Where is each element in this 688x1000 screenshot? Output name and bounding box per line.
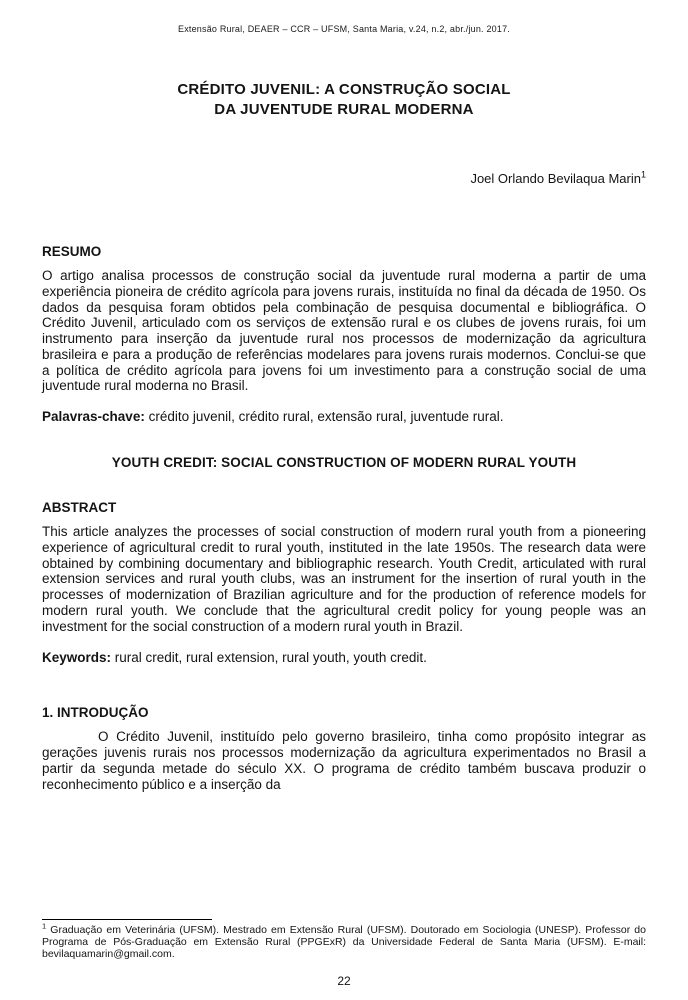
introduction-paragraph: O Crédito Juvenil, instituído pelo governo brasileiro, tinha como propósito integrar as gerações juvenis rurais nos processos modernização da agricultura experimentados no Brasil a partir da segunda metade do século XX. O programa de crédito também buscava produzir o reconhecimento público e a inserção da bbox=[42, 729, 646, 792]
paper-title-line1: CRÉDITO JUVENIL: A CONSTRUÇÃO SOCIAL bbox=[177, 81, 511, 98]
footnote-text: Graduação em Veterinária (UFSM). Mestrado em Extensão Rural (UFSM). Doutorado em Sociologia (UNESP). Professor do Programa de Pós-Graduação em Extensão Rural (PPGExR) da Universidade Federal de Santa Maria (UFSM). E-mail: bevilaquamarin@gmail.com. bbox=[42, 923, 646, 960]
keywords-text: rural credit, rural extension, rural youth, youth credit. bbox=[111, 649, 427, 665]
keywords-label: Keywords: bbox=[42, 649, 112, 665]
page-number: 22 bbox=[337, 974, 351, 988]
abstract-heading: ABSTRACT bbox=[42, 500, 117, 516]
author-line bbox=[42, 171, 646, 186]
footnote bbox=[42, 921, 646, 960]
abstract-paragraph: This article analyzes the processes of social construction of modern rural youth from a pioneering experience of agricultural credit to rural youth, instituted in the late 1950s. The research data were obtained by combining documentary and bibliographic research. Youth Credit, articulated with rural extension services and rural youth clubs, was an instrument for the insertion of rural youth in the processes of modernization of Brazilian agriculture and for the production of reference models for modern rural youth. We conclude that the agricultural credit policy for young people was an investment for the social construction of a modern rural youth in Brazil. bbox=[42, 524, 646, 634]
english-title: YOUTH CREDIT: SOCIAL CONSTRUCTION OF MODERN RURAL YOUTH bbox=[111, 455, 577, 471]
author-name: Joel Orlando Bevilaqua Marin bbox=[470, 171, 641, 186]
footnote-separator bbox=[42, 919, 212, 920]
resumo-heading: RESUMO bbox=[42, 244, 102, 259]
author-footnote-ref: 1 bbox=[640, 169, 646, 180]
footnote-ref: 1 bbox=[42, 921, 47, 931]
palavras-chave-text: crédito juvenil, crédito rural, extensão rural, juventude rural. bbox=[144, 409, 504, 425]
keywords-line bbox=[42, 650, 646, 666]
palavras-chave-line bbox=[42, 409, 646, 425]
journal-header: Extensão Rural, DEAER – CCR – UFSM, Santa Maria, v.24, n.2, abr./jun. 2017. bbox=[178, 24, 510, 34]
resumo-paragraph: O artigo analisa processos de construção social da juventude rural moderna a partir de uma experiência pioneira de crédito agrícola para jovens rurais, instituída no final da década de 1950. Os dados da pesquisa foram obtidos pela combinação de pesquisa documental e bibliográfica. O Crédito Juvenil, articulado com os serviços de extensão rural e os clubes de jovens rurais, foi um instrumento para inserção da juventude rural nos processos de modernização da agricultura brasileira e para a produção de referências modelares para jovens rurais modernos. Conclui-se que a política de crédito agrícola para jovens foi um investimento para a construção social de uma juventude rural moderna no Brasil. bbox=[42, 268, 646, 394]
footnote-area bbox=[42, 919, 646, 988]
paper-title-line2: DA JUVENTUDE RURAL MODERNA bbox=[214, 100, 474, 118]
paper-title bbox=[42, 80, 646, 119]
palavras-chave-label: Palavras-chave: bbox=[42, 409, 145, 425]
introduction-heading: 1. INTRODUÇÃO bbox=[42, 705, 149, 721]
